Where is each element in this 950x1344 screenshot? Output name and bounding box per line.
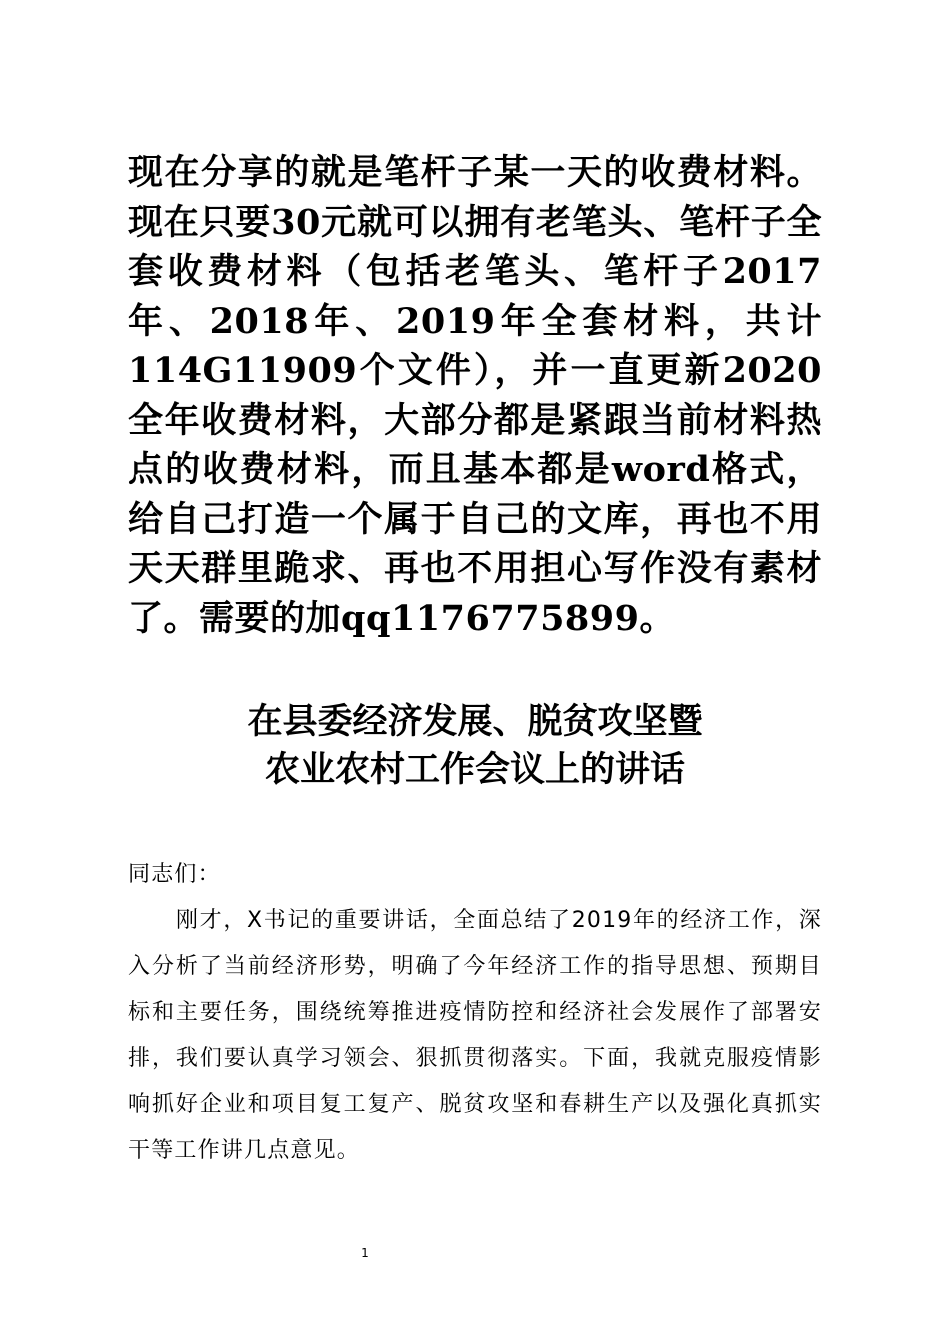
title-line-2: 农业农村工作会议上的讲话	[264, 750, 685, 790]
promo-paragraph: 现在分享的就是笔杆子某一天的收费材料。现在只要30元就可以拥有老笔头、笔杆子全套收费材料（包括老笔头、笔杆子2017年、2018年、2019年全套材料，共计114G11909个文件），并一直更新2020全年收费材料，大部分都是紧跟当前材料热点的收费材料，而且基本都是word格式，给自己打造一个属于自己的文库，再也不用天天群里跪求、再也不用担心写作没有素材了。需要的加qq1176775899。	[128, 152, 822, 639]
salutation: 同志们：	[128, 862, 221, 887]
page-number: 1	[361, 1246, 369, 1260]
speech-paragraph-1: 刚才，X书记的重要讲话，全面总结了2019年的经济工作，深入分析了当前经济形势，明确了今年经济工作的指导思想、预期目标和主要任务，围绕统筹推进疫情防控和经济社会发展作了部署安排，我们要认真学习领会、狠抓贯彻落实。下面，我就克服疫情影响抓好企业和项目复工复产、脱贫攻坚和春耕生产以及强化真抓实干等工作讲几点意见。	[128, 908, 822, 1163]
title-line-1: 在县委经济发展、脱贫攻坚暨	[247, 702, 703, 742]
speech-body	[128, 852, 822, 1174]
document-title	[128, 698, 822, 794]
